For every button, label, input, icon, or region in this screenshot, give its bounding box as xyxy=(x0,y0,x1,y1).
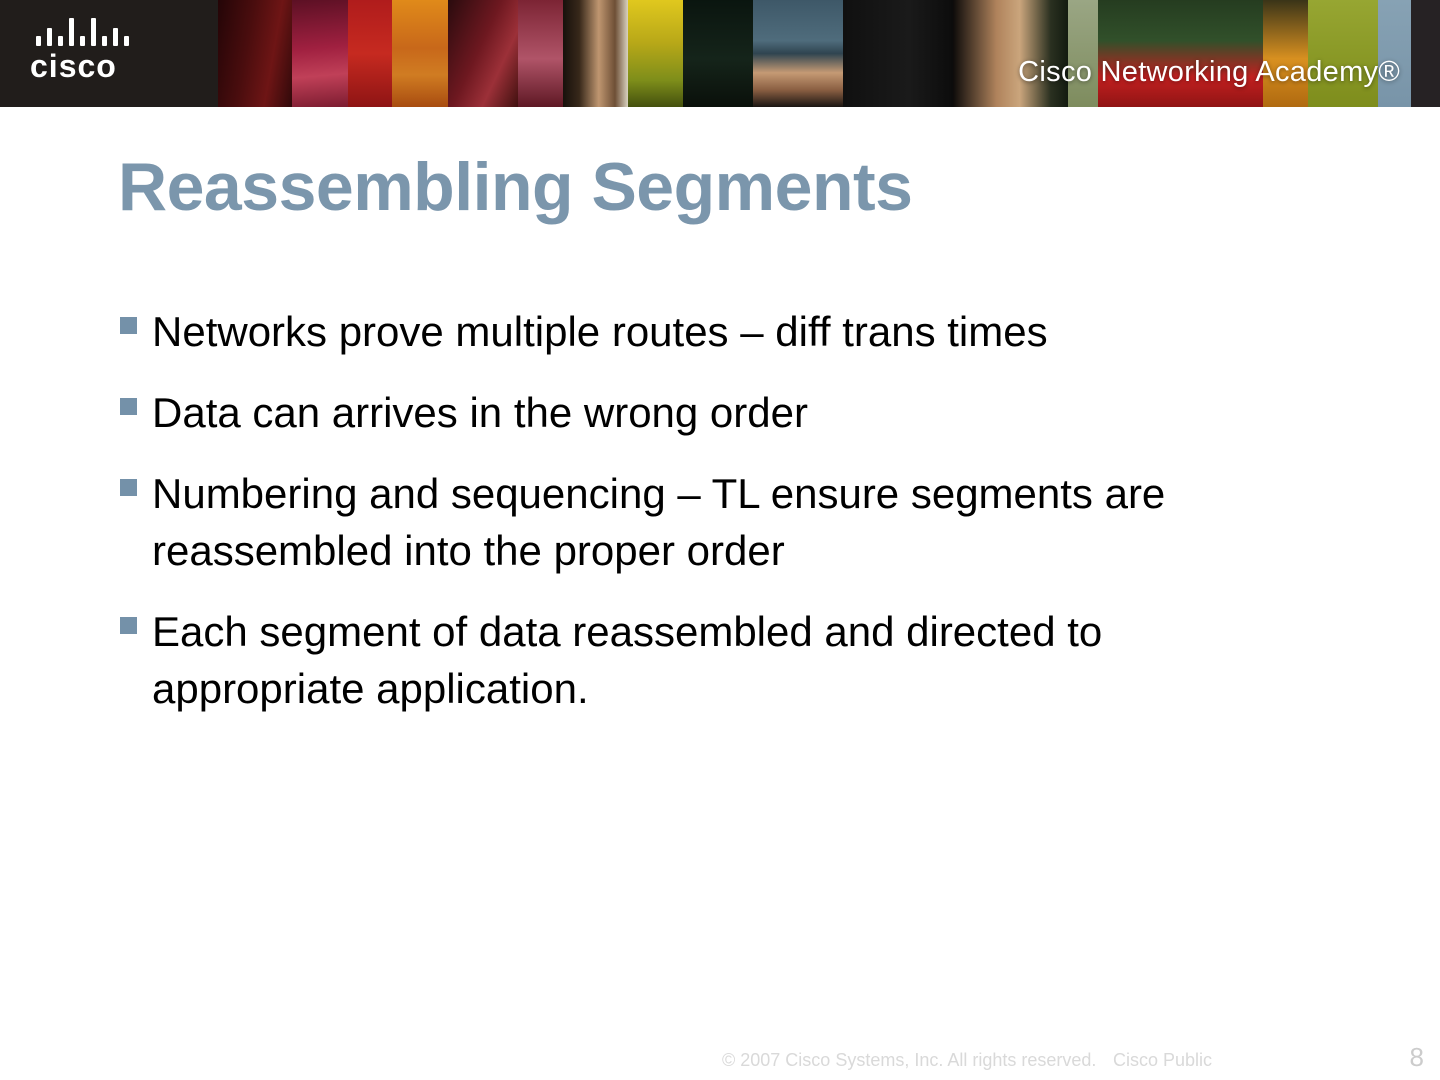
bullet-list xyxy=(120,303,1330,741)
bullet-text: Networks prove multiple routes – diff trans times xyxy=(152,308,1048,355)
collage-photo xyxy=(628,0,683,107)
bullet-item xyxy=(120,384,1315,441)
cisco-logo xyxy=(30,16,135,82)
copyright-text: © 2007 Cisco Systems, Inc. All rights reserved. xyxy=(722,1050,1097,1070)
bullet-item xyxy=(120,303,1315,360)
collage-photo xyxy=(448,0,518,107)
classification-text: Cisco Public xyxy=(1113,1050,1213,1070)
bullet-square-icon xyxy=(120,479,137,496)
bullet-item xyxy=(120,603,1315,717)
bullet-square-icon xyxy=(120,398,137,415)
collage-photo xyxy=(1308,0,1378,107)
bullet-text: Numbering and sequencing – TL ensure segments are reassembled into the proper order xyxy=(152,470,1166,574)
collage-photo xyxy=(953,0,1068,107)
page-number: 8 xyxy=(1409,1042,1424,1072)
brand-text: Cisco Networking Academy® xyxy=(1018,56,1400,88)
collage-photo xyxy=(1411,0,1440,107)
collage-photo xyxy=(348,0,392,107)
collage-photo xyxy=(1098,0,1263,107)
collage-photo xyxy=(392,0,448,107)
collage-photo xyxy=(218,0,292,107)
collage-photo xyxy=(1378,0,1411,107)
collage-photo xyxy=(1068,0,1098,107)
cisco-logo-panel xyxy=(0,0,218,107)
cisco-logo-wordmark: cisco xyxy=(30,48,117,84)
collage-photo xyxy=(1263,0,1308,107)
collage-photo xyxy=(843,0,953,107)
collage-photo xyxy=(518,0,563,107)
bullet-square-icon xyxy=(120,617,137,634)
collage-photo xyxy=(563,0,628,107)
collage-photo xyxy=(683,0,753,107)
collage-photo xyxy=(292,0,348,107)
bullet-text: Each segment of data reassembled and directed to appropriate application. xyxy=(152,608,1103,712)
cisco-bridge-bars-icon xyxy=(36,16,135,46)
bullet-text: Data can arrives in the wrong order xyxy=(152,389,808,436)
bullet-square-icon xyxy=(120,317,137,334)
bullet-item xyxy=(120,465,1315,579)
slide-title: Reassembling Segments xyxy=(118,149,913,225)
banner xyxy=(0,0,1440,107)
collage-photo xyxy=(753,0,843,107)
banner-photo-collage xyxy=(218,0,1440,107)
